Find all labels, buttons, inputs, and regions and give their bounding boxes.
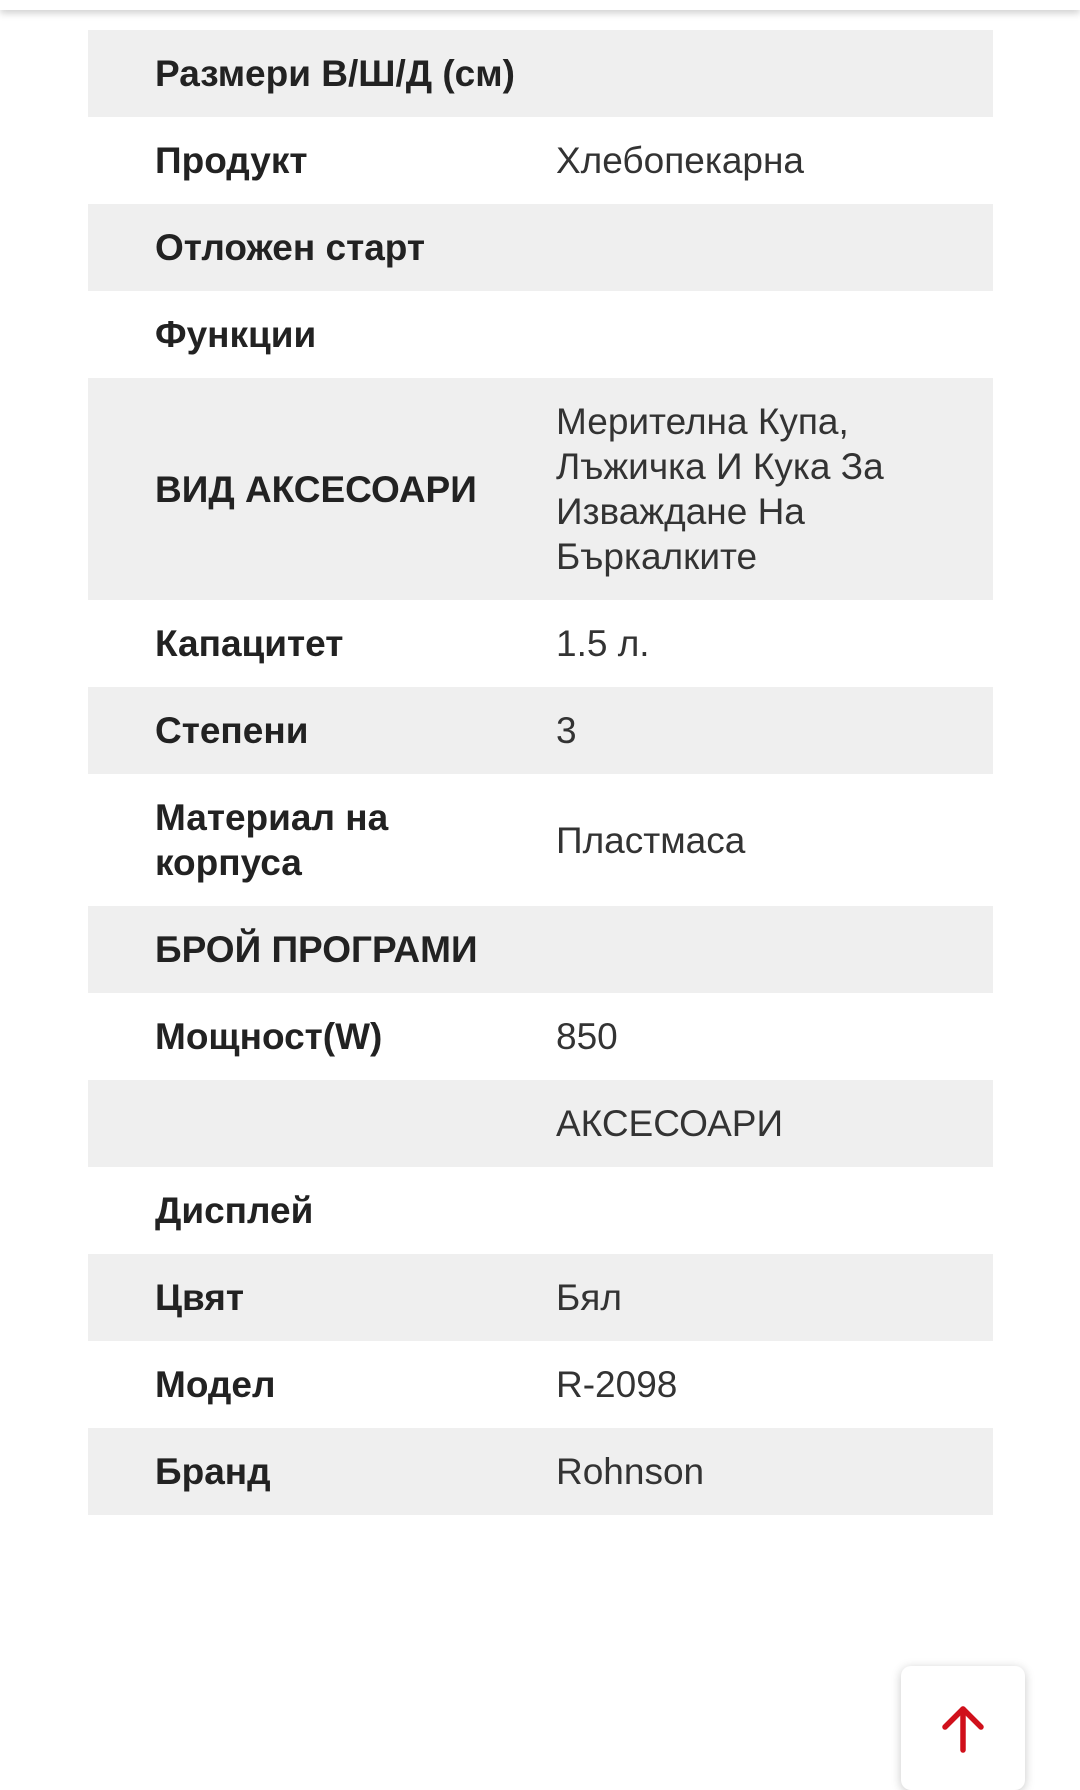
table-row [88,1167,993,1254]
table-row [88,1254,993,1341]
header-shadow [0,0,1080,10]
table-row [88,204,993,291]
spec-value [556,291,993,378]
spec-value [556,30,993,117]
spec-label: Мощност(W) [155,1016,383,1057]
table-row [88,687,993,774]
spec-value [556,906,993,993]
spec-label: Степени [155,710,309,751]
spec-label: Дисплей [155,1190,314,1231]
spec-value: R-2098 [556,1364,678,1405]
spec-label: Цвят [155,1277,244,1318]
spec-label: Функции [155,314,317,355]
spec-value: 850 [556,1016,618,1057]
table-row [88,906,993,993]
spec-value [556,1167,993,1254]
spec-label: Отложен старт [155,227,426,268]
table-row [88,117,993,204]
spec-label: Модел [155,1364,276,1405]
table-row [88,774,993,906]
spec-label: Капацитет [155,623,344,664]
specifications-table [88,30,993,1515]
table-row [88,600,993,687]
table-row [88,1341,993,1428]
table-row [88,1428,993,1515]
spec-value: Хлебопекарна [556,140,804,181]
spec-label: Бранд [155,1451,271,1492]
spec-value [556,204,993,291]
spec-value: Rohnson [556,1451,705,1492]
spec-label: Продукт [155,140,308,181]
spec-value: Пластмаса [556,819,746,861]
spec-label: Размери В/Ш/Д (см) [155,53,515,94]
table-row [88,378,993,600]
spec-label: ВИД АКСЕСОАРИ [155,468,477,510]
spec-value: Бял [556,1277,622,1318]
table-row [88,30,993,117]
spec-label [88,1080,556,1167]
table-row [88,1080,993,1167]
table-row [88,291,993,378]
spec-label: БРОЙ ПРОГРАМИ [155,929,478,970]
spec-label: Материал на корпуса [155,797,389,883]
spec-value: АКСЕСОАРИ [556,1103,784,1144]
table-row [88,993,993,1080]
arrow-up-icon [940,1704,986,1754]
spec-value: 3 [556,710,577,751]
spec-value: Мерителна Купа, Лъжичка И Кука За Изваждане На Бъркалките [556,401,884,577]
scroll-to-top-button[interactable] [901,1666,1025,1790]
spec-value: 1.5 л. [556,623,650,664]
